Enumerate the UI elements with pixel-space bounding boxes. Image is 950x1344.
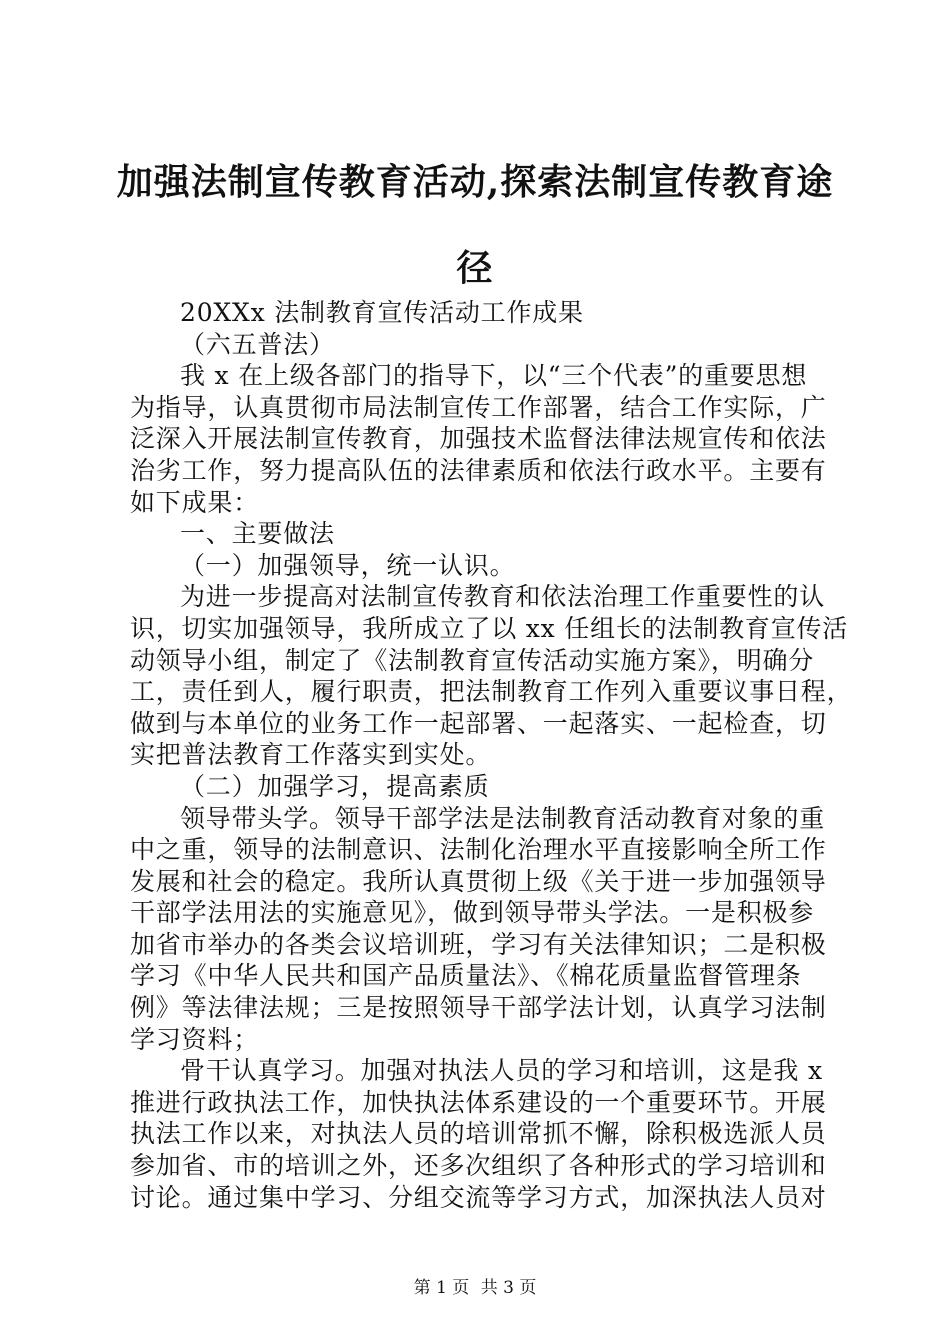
document-body bbox=[130, 297, 853, 1213]
text-line: 做到与本单位的业务工作一起部署、一起落实、一起检查，切 bbox=[130, 708, 827, 738]
text-line: 泛深入开展法制宣传教育，加强技术监督法律法规宣传和依法 bbox=[130, 424, 827, 454]
text-line: 执法工作以来，对执法人员的培训常抓不懈，除积极选派人员 bbox=[130, 1119, 827, 1149]
text-line: 学习《中华人民共和国产品质量法》、《棉花质量监督管理条 bbox=[130, 961, 802, 991]
text-line: 例》等法律法规；三是按照领导干部学法计划，认真学习法制 bbox=[130, 993, 827, 1023]
text-line: 领导带头学。领导干部学法是法制教育活动教育对象的重 bbox=[180, 803, 826, 833]
text-line: 为指导，认真贯彻市局法制宣传工作部署，结合工作实际，广 bbox=[130, 392, 827, 422]
page-total: 共 3 页 bbox=[480, 1278, 537, 1298]
text-line: 一、主要做法 bbox=[180, 519, 335, 549]
text-line: 骨干认真学习。加强对执法人员的学习和培训，这是我 x bbox=[180, 1056, 823, 1086]
document-title-line-2: 径 bbox=[456, 247, 494, 289]
text-line: 发展和社会的稳定。我所认真贯彻上级《关于进一步加强领导 bbox=[130, 866, 827, 896]
text-line: 为进一步提高对法制宣传教育和依法治理工作重要性的认 bbox=[180, 582, 826, 612]
text-line: 学习资料； bbox=[130, 1024, 260, 1054]
text-line: 推进行政执法工作，加快执法体系建设的一个重要环节。开展 bbox=[130, 1087, 827, 1117]
text-line: 加省市举办的各类会议培训班，学习有关法律知识；二是积极 bbox=[130, 929, 827, 959]
text-line: （一）加强领导，统一认识。 bbox=[180, 550, 516, 580]
text-line: （二）加强学习，提高素质 bbox=[180, 771, 490, 801]
page-number: 第 1 页 bbox=[413, 1278, 470, 1298]
text-line: 我 x 在上级各部门的指导下，以“三个代表”的重要思想 bbox=[180, 361, 808, 391]
text-line: 讨论。通过集中学习、分组交流等学习方式，加深执法人员对 bbox=[130, 1182, 827, 1212]
text-line: 干部学法用法的实施意见》，做到领导带头学法。一是积极参 bbox=[130, 898, 815, 928]
text-line: 动领导小组，制定了《法制教育宣传活动实施方案》，明确分 bbox=[130, 645, 815, 675]
text-line: 中之重，领导的法制意识、法制化治理水平直接影响全所工作 bbox=[130, 835, 827, 865]
text-line: （六五普法） bbox=[180, 329, 335, 359]
text-line: 如下成果： bbox=[130, 487, 260, 517]
text-line: 工，责任到人，履行职责，把法制教育工作列入重要议事日程， bbox=[130, 677, 853, 707]
page-footer bbox=[0, 1273, 950, 1298]
document-title-line-1: 加强法制宣传教育活动,探索法制宣传教育途 bbox=[116, 161, 834, 203]
text-line: 实把普法教育工作落实到实处。 bbox=[130, 740, 492, 770]
text-line: 治劣工作，努力提高队伍的法律素质和依法行政水平。主要有 bbox=[130, 455, 827, 485]
text-line: 20XXx 法制教育宣传活动工作成果 bbox=[180, 298, 584, 327]
text-line: 参加省、市的培训之外，还多次组织了各种形式的学习培训和 bbox=[130, 1151, 827, 1181]
text-line: 识，切实加强领导，我所成立了以 xx 任组长的法制教育宣传活 bbox=[130, 613, 849, 643]
